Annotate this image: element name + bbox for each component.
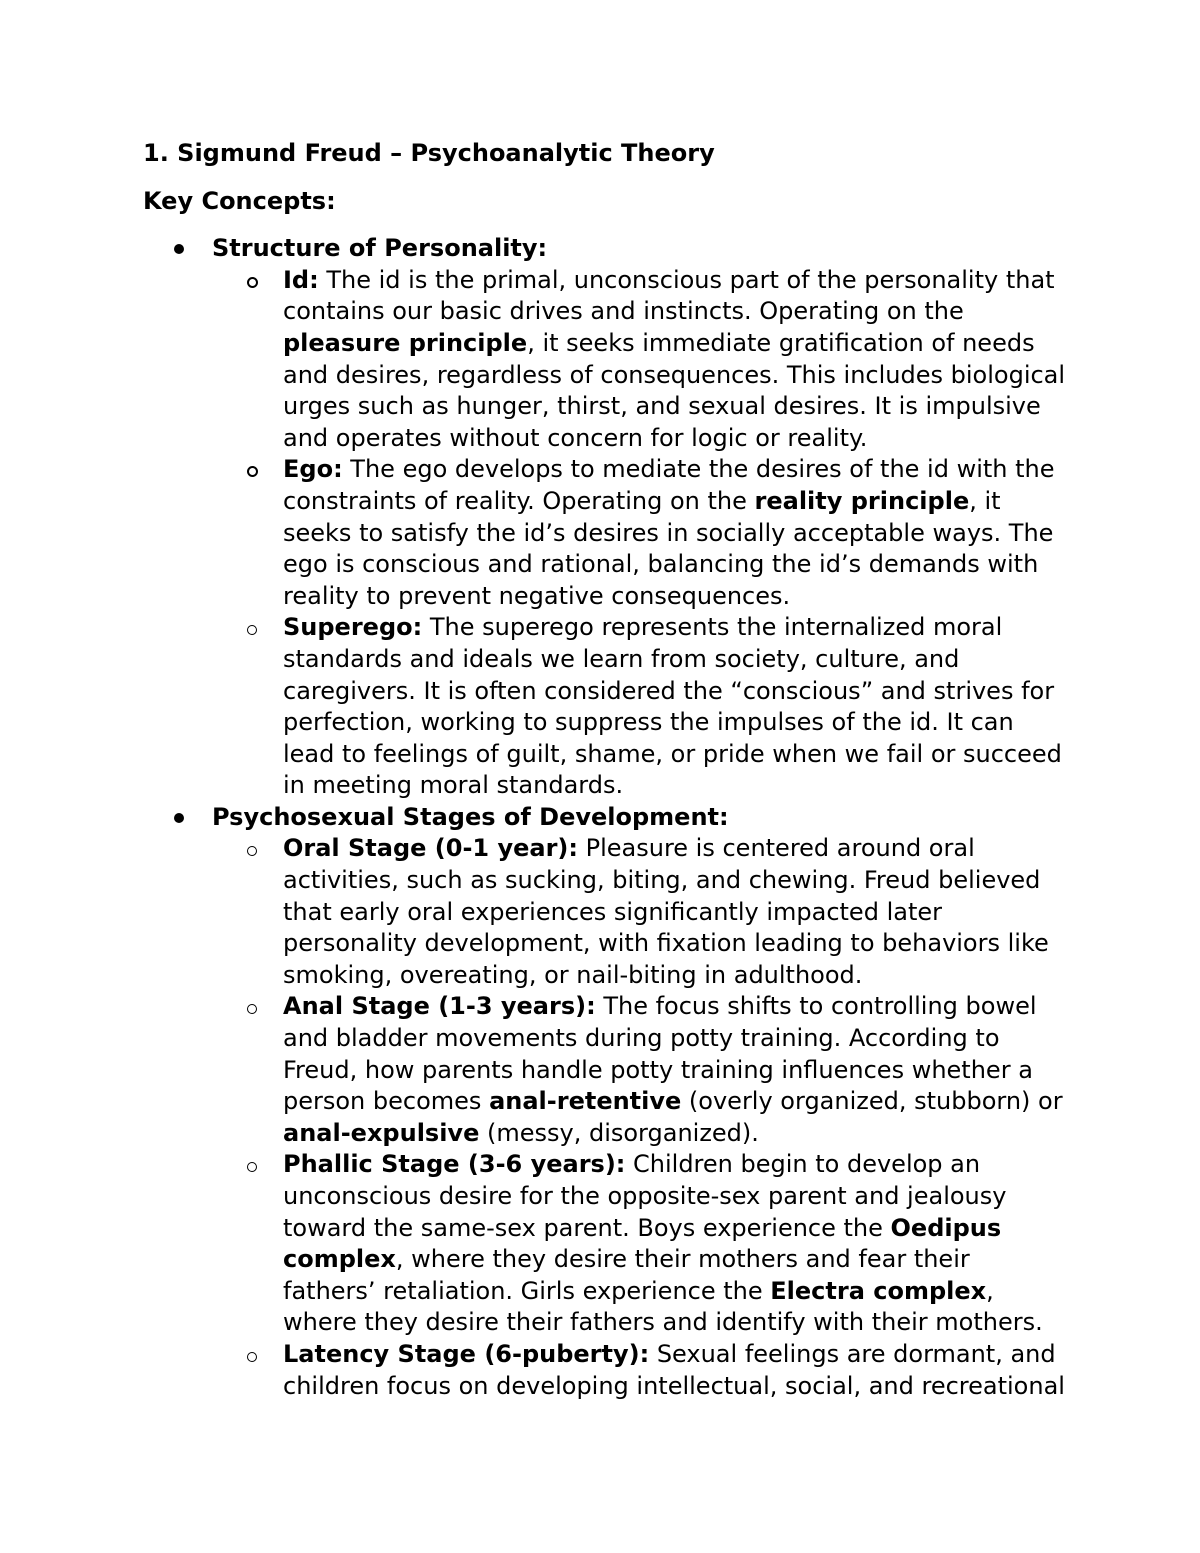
body-text: The focus shifts to controlling bowel and bladder movements during potty training. According to Freud, how parents handle potty training influences whether a person becomes — [283, 992, 1037, 1116]
section-label: Structure of Personality: — [212, 234, 548, 263]
term: Oral Stage (0-1 year): — [283, 834, 578, 863]
circle-bullet-icon — [247, 1004, 257, 1014]
concept-list — [143, 233, 1068, 1402]
list-item-anal-stage — [212, 991, 1068, 1149]
list-item-latency-stage — [212, 1339, 1068, 1402]
bold-term: anal-expulsive — [283, 1118, 480, 1147]
list-item-structure-of-personality — [143, 233, 1068, 802]
body-text: , where they desire their fathers and identify with their mothers. — [283, 1276, 1043, 1337]
section-heading: 1. Sigmund Freud – Psychoanalytic Theory — [143, 139, 715, 167]
bold-term: pleasure principle — [283, 328, 528, 357]
body-text: The ego develops to mediate the desires of the id with the constraints of reality. Operating on the — [283, 455, 1055, 515]
term: Ego: — [283, 455, 343, 484]
body-text: (messy, disorganized). — [479, 1118, 759, 1147]
sub-list — [212, 265, 1068, 802]
circle-bullet-icon — [247, 1162, 257, 1172]
term: Id: — [283, 265, 319, 294]
list-item-ego — [212, 454, 1068, 612]
list-item-oral-stage — [212, 833, 1068, 991]
term: Superego: — [283, 613, 423, 642]
bold-term: Oedipus complex — [283, 1213, 1002, 1274]
body-text: Sexual feelings are dormant, and children focus on developing intellectual, social, and recreational — [283, 1339, 1065, 1400]
list-item-psychosexual-stages — [143, 802, 1068, 1402]
body-text: (overly organized, stubborn) or — [681, 1087, 1063, 1116]
bold-term: reality principle — [754, 486, 970, 515]
circle-bullet-icon — [247, 1352, 257, 1362]
key-concepts-label: Key Concepts: — [143, 186, 336, 215]
sub-list — [212, 833, 1068, 1402]
bold-term: Electra complex — [770, 1276, 987, 1305]
circle-bullet-icon — [247, 846, 257, 856]
list-item-superego — [212, 612, 1068, 802]
term: Anal Stage (1-3 years): — [283, 992, 596, 1021]
list-item-phallic-stage — [212, 1149, 1068, 1339]
body-text: , it seeks immediate gratification of needs and desires, regardless of consequences. This includes biological urges such as hunger, thirst, and sexual desires. It is impulsive and operates without concern for logic or reality. — [283, 328, 1066, 452]
body-text: , where they desire their mothers and fear their fathers’ retaliation. Girls experience the — [283, 1245, 970, 1305]
body-text: , it seeks to satisfy the id’s desires in socially acceptable ways. The ego is conscious and rational, balancing the id’s demands with reality to prevent negative consequences. — [283, 486, 1054, 610]
bold-term: anal-retentive — [489, 1087, 682, 1116]
bullet-icon — [174, 813, 184, 823]
list-item-id — [212, 265, 1068, 455]
circle-bullet-icon — [247, 466, 258, 477]
term: Latency Stage (6-puberty): — [283, 1339, 650, 1368]
document-body — [143, 138, 1068, 1402]
circle-bullet-icon — [247, 277, 258, 288]
body-text: Children begin to develop an unconscious desire for the opposite-sex parent and jealousy toward the same-sex parent. Boys experience the — [283, 1150, 1007, 1242]
circle-bullet-icon — [247, 625, 257, 635]
section-label: Psychosexual Stages of Development: — [212, 802, 729, 831]
body-text: The superego represents the internalized moral standards and ideals we learn from society, culture, and caregivers. It is often considered the “conscious” and strives for perfection, working to suppress the impulses of the id. It can lead to feelings of guilt, shame, or pride when we fail or succeed in meeting moral standards. — [283, 613, 1062, 800]
body-text: Pleasure is centered around oral activities, such as sucking, biting, and chewing. Freud believed that early oral experiences significantly impacted later personality development, with fixation leading to behaviors like smoking, overeating, or nail-biting in adulthood. — [283, 834, 1049, 989]
body-text: The id is the primal, unconscious part of the personality that contains our basic drives and instincts. Operating on the — [283, 265, 1055, 326]
term: Phallic Stage (3-6 years): — [283, 1150, 626, 1179]
bullet-icon — [174, 244, 184, 254]
